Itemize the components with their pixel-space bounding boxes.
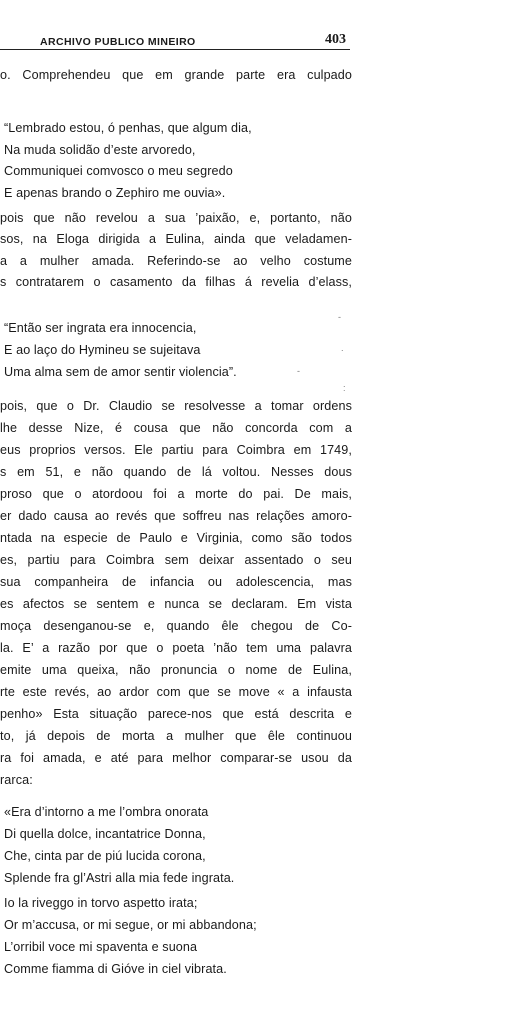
header-title: ARCHIVO PUBLICO MINEIRO (40, 36, 196, 48)
text-line: pois que não revelou a sua ’paixão, e, portanto, não (0, 211, 352, 225)
verse-line: E ao laço do Hymineu se sujeitava (4, 343, 201, 357)
text-line: es afectos se sentem e nunca se declaram. Em vista (0, 597, 352, 611)
verse-line: rarca: (0, 773, 33, 787)
verse-line: «Era d’intorno a me l’ombra onorata (4, 805, 209, 819)
verse-line: Communiquei comvosco o meu segredo (4, 164, 233, 178)
verse-line: “Lembrado estou, ó penhas, que algum dia, (4, 121, 252, 135)
text-line: proso que o atordoou foi a morte do pai. De mais, (0, 487, 352, 501)
text-line: o. Comprehendeu que em grande parte era culpado (0, 68, 352, 82)
text-line: moça desenganou-se e, quando êle chegou de Co- (0, 619, 352, 633)
verse-line: Di quella dolce, incantatrice Donna, (4, 827, 206, 841)
scan-speck: - (297, 366, 300, 376)
scan-speck: . (341, 343, 344, 353)
text-line: s contratarem o casamento da filhas á revelia d’elass, (0, 275, 352, 289)
text-line: sos, na Eloga dirigida a Eulina, ainda que veladamen- (0, 232, 352, 246)
verse-line: E apenas brando o Zephiro me ouvia». (4, 186, 226, 200)
verse-line: Na muda solidão d’este arvoredo, (4, 143, 196, 157)
text-line: a a mulher amada. Referindo-se ao velho costume (0, 254, 352, 268)
scan-speck: : (343, 383, 346, 393)
verse-line: “Então ser ingrata era innocencia, (4, 321, 197, 335)
verse-line: Io la riveggo in torvo aspetto irata; (4, 896, 198, 910)
verse-line: Splende fra gl’Astri alla mia fede ingrata. (4, 871, 235, 885)
verse-line: Or m’accusa, or mi segue, or mi abbandona; (4, 918, 257, 932)
verse-line: Che, cinta par de piú lucida corona, (4, 849, 206, 863)
text-line: ra foi amada, e até para melhor comparar-se usou da (0, 751, 352, 765)
text-line: eus proprios versos. Ele partiu para Coimbra em 1749, (0, 443, 352, 457)
text-line: sua companheira de infancia ou adolescencia, mas (0, 575, 352, 589)
text-line: penho» Esta situação parece-nos que está descrita e (0, 707, 352, 721)
page-number: 403 (325, 32, 346, 47)
verse-line: L’orribil voce mi spaventa e suona (4, 940, 198, 954)
text-line: s em 51, e não quando de lá voltou. Nesses dous (0, 465, 352, 479)
text-line: ntada na especie de Paulo e Virginia, como são todos (0, 531, 352, 545)
text-line: to, já depois de morta a mulher que êle continuou (0, 729, 352, 743)
scan-speck: - (338, 312, 341, 322)
text-line: la. E’ a razão por que o poeta ’não tem uma palavra (0, 641, 352, 655)
text-line: rte este revés, ao ardor com que se move « a infausta (0, 685, 352, 699)
text-line: er dado causa ao revés que soffreu nas relações amoro- (0, 509, 352, 523)
text-line: pois, que o Dr. Claudio se resolvesse a tomar ordens (0, 399, 352, 413)
text-line: es, partiu para Coimbra sem deixar assentado o seu (0, 553, 352, 567)
verse-line: Comme fiamma di Gióve in ciel vibrata. (4, 962, 227, 976)
text-line: lhe desse Nize, é cousa que não concorda com a (0, 421, 352, 435)
verse-line: Uma alma sem de amor sentir violencia”. (4, 365, 237, 379)
header-rule (0, 49, 350, 50)
text-line: emite uma queixa, não pronuncia o nome de Eulina, (0, 663, 352, 677)
